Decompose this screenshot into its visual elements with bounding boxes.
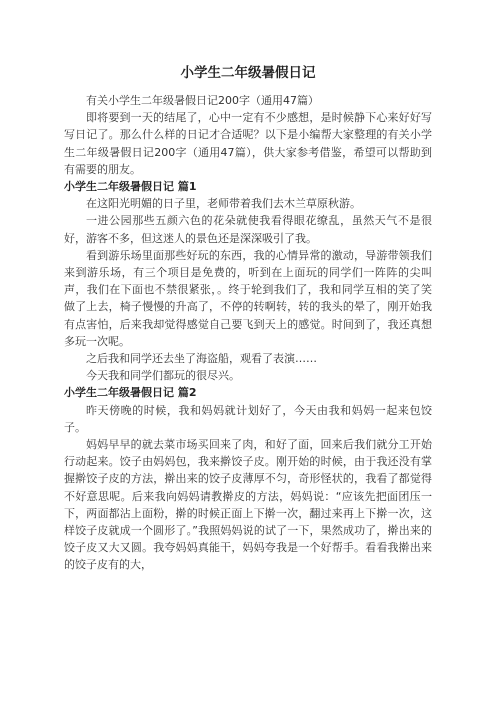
section-1-paragraph-3: 看到游乐场里面那些好玩的东西，我的心情异常的激动，导游带领我们来到游乐场，有三个项目是免费的，听到在上面玩的同学们一阵阵的尖叫声，我们在下面也不禁很紧张，。终于轮到我们了，我和同学互相的笑了笑做了上去，椅子慢慢的升高了，不停的转啊转，转的我头的晕了，刚开始我有点害怕，后来我却觉得感觉自己要飞到天上的感觉。时间到了，我还真想多玩一次呢。 [64, 248, 432, 348]
section-1-paragraph-5: 今天我和同学们都玩的很尽兴。 [86, 369, 240, 383]
section-1-paragraph-2: 一进公园那些五颜六色的花朵就使我看得眼花缭乱，虽然天气不是很好，游客不多，但这迷人的景色还是深深吸引了我。 [64, 214, 432, 245]
intro-paragraph: 即将要到一天的结尾了，心中一定有不少感想，是时候静下心来好好写写日记了。那么什么样的日记才合适呢？以下是小编帮大家整理的有关小学生二年级暑假日记200字（通用47篇），供大家参考借鉴，希望可以帮助到有需要的朋友。 [64, 111, 432, 176]
section-heading-1: 小学生二年级暑假日记 篇1 [64, 180, 197, 194]
section-2-paragraph-2: 妈妈早早的就去菜市场买回来了肉，和好了面，回来后我们就分工开始行动起来。饺子由妈妈包，我来擀饺子皮。刚开始的时候，由于我还没有掌握擀饺子皮的方法，擀出来的饺子皮薄厚不匀，奇形怪状的，我看了都觉得不好意思呢。后来我向妈妈请教擀皮的方法，妈妈说：“应该先把面团压一下，两面都沾上面粉，擀的时候正面上下擀一次，翻过来再上下擀一次，这样饺子皮就成一个圆形了。”我照妈妈说的试了一下，果然成功了，擀出来的饺子皮又大又圆。我夸妈妈真能干，妈妈夸我是一个好帮手。看看我擀出来的饺子皮有的大， [64, 438, 432, 572]
intro-subtitle: 有关小学生二年级暑假日记200字（通用47篇） [86, 94, 319, 107]
section-2-paragraph-1: 昨天傍晚的时候，我和妈妈就计划好了，今天由我和妈妈一起来包饺子。 [64, 403, 432, 434]
document-title: 小学生二年级暑假日记 [180, 65, 316, 81]
section-1-paragraph-1: 在这阳光明媚的日子里，老师带着我们去木兰草原秋游。 [86, 197, 361, 211]
section-heading-2: 小学生二年级暑假日记 篇2 [64, 386, 197, 400]
section-1-paragraph-4: 之后我和同学还去坐了海盗船，观看了表演…… [86, 352, 317, 366]
